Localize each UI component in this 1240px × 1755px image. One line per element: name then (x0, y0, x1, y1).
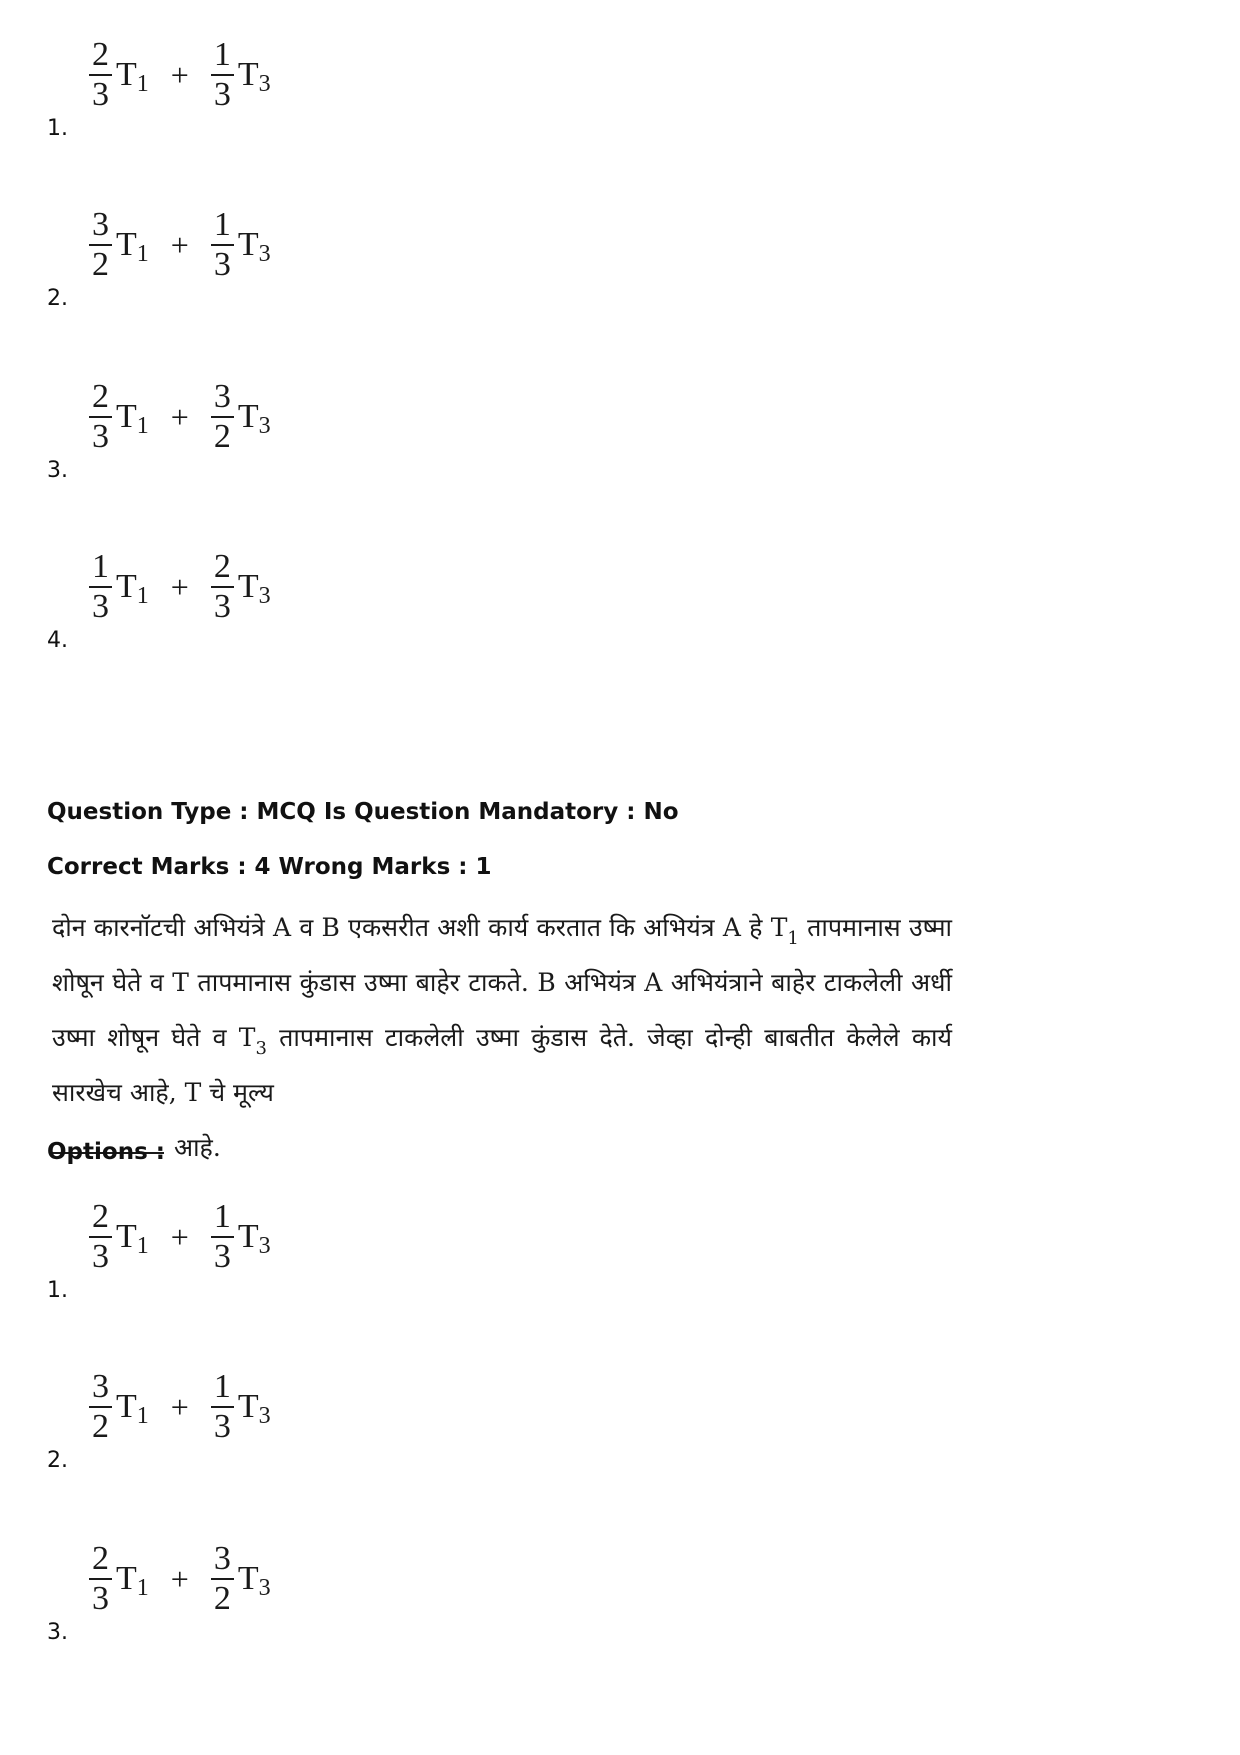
option-formula (89, 542, 271, 632)
temperature-term: $T_1$ (116, 398, 149, 439)
temperature-term: $T_1$ (116, 568, 149, 609)
option-item (47, 1192, 447, 1302)
temperature-term: $T_1$ (116, 1388, 149, 1429)
fraction: $\frac{2}{3}$ (89, 1541, 112, 1617)
temperature-term: $T_1$ (116, 56, 149, 97)
option-number: 1. (47, 116, 68, 141)
temperature-term: $T_3$ (237, 226, 271, 267)
question-type-line: Question Type : MCQ Is Question Mandatory : No (47, 799, 679, 825)
plus-sign: + (170, 568, 189, 605)
option-formula (89, 1362, 271, 1452)
plus-sign: + (170, 398, 189, 435)
option-item (47, 542, 447, 652)
option-item (47, 1362, 447, 1472)
temperature-term: $T_3$ (237, 1218, 271, 1259)
temperature-term: $T_1$ (116, 1218, 149, 1259)
plus-sign: + (170, 1218, 189, 1255)
option-number: 4. (47, 628, 68, 653)
fraction: $\frac{2}{3}$ (89, 37, 112, 113)
fraction: $\frac{1}{3}$ (89, 549, 112, 625)
option-item (47, 1534, 447, 1644)
subscript: 1 (787, 928, 799, 949)
option-number: 3. (47, 1620, 68, 1645)
plus-sign: + (170, 1388, 189, 1425)
temperature-term: $T_3$ (237, 56, 271, 97)
subscript: 3 (255, 1038, 267, 1059)
option-formula (89, 1534, 271, 1624)
option-formula (89, 200, 271, 290)
plus-sign: + (170, 56, 189, 93)
fraction: $\frac{1}{3}$ (211, 207, 234, 283)
plus-sign: + (170, 226, 189, 263)
marks-line: Correct Marks : 4 Wrong Marks : 1 (47, 854, 492, 880)
question-text: दोन कारनॉटची अभियंत्रे A व B एकसरीत अशी कार्य करतात कि अभियंत्र A हे $T_1$ तापमानास उष्मा शोषून घेते व T तापमानास कुंडास उष्मा बाहेर टाकते. B अभियंत्र A अभियंत्राने बाहेर टाकलेली अर्धी उष्मा शोषून घेते व $T_3$ तापमानास टाकलेली उष्मा कुंडास देते. जेव्हा दोन्ही बाबतीत केलेले कार्य सारखेच आहे, T चे मूल्य आहे. (52, 913, 952, 1162)
temperature-term: $T_3$ (237, 1388, 271, 1429)
fraction: $\frac{2}{3}$ (211, 549, 234, 625)
fraction: $\frac{3}{2}$ (211, 379, 234, 455)
fraction: $\frac{2}{3}$ (89, 379, 112, 455)
fraction: $\frac{3}{2}$ (89, 1369, 112, 1445)
fraction: $\frac{1}{3}$ (211, 1199, 234, 1275)
fraction: $\frac{1}{3}$ (211, 1369, 234, 1445)
option-formula (89, 1192, 271, 1282)
option-number: 2. (47, 286, 68, 311)
temperature-term: $T_1$ (116, 1560, 149, 1601)
option-item (47, 30, 447, 140)
temperature-term: $T_3$ (237, 568, 271, 609)
fraction: $\frac{2}{3}$ (89, 1199, 112, 1275)
temperature-term: $T_1$ (116, 226, 149, 267)
fraction: $\frac{3}{2}$ (89, 207, 112, 283)
plus-sign: + (170, 1560, 189, 1597)
option-number: 1. (47, 1278, 68, 1303)
temperature-term: $T_3$ (237, 1560, 271, 1601)
option-number: 3. (47, 458, 68, 483)
option-number: 2. (47, 1448, 68, 1473)
fraction: $\frac{3}{2}$ (211, 1541, 234, 1617)
option-formula (89, 372, 271, 462)
fraction: $\frac{1}{3}$ (211, 37, 234, 113)
option-item (47, 200, 447, 310)
options-label: Options : (47, 1139, 165, 1165)
temperature-term: $T_3$ (237, 398, 271, 439)
option-item (47, 372, 447, 482)
option-formula (89, 30, 271, 120)
